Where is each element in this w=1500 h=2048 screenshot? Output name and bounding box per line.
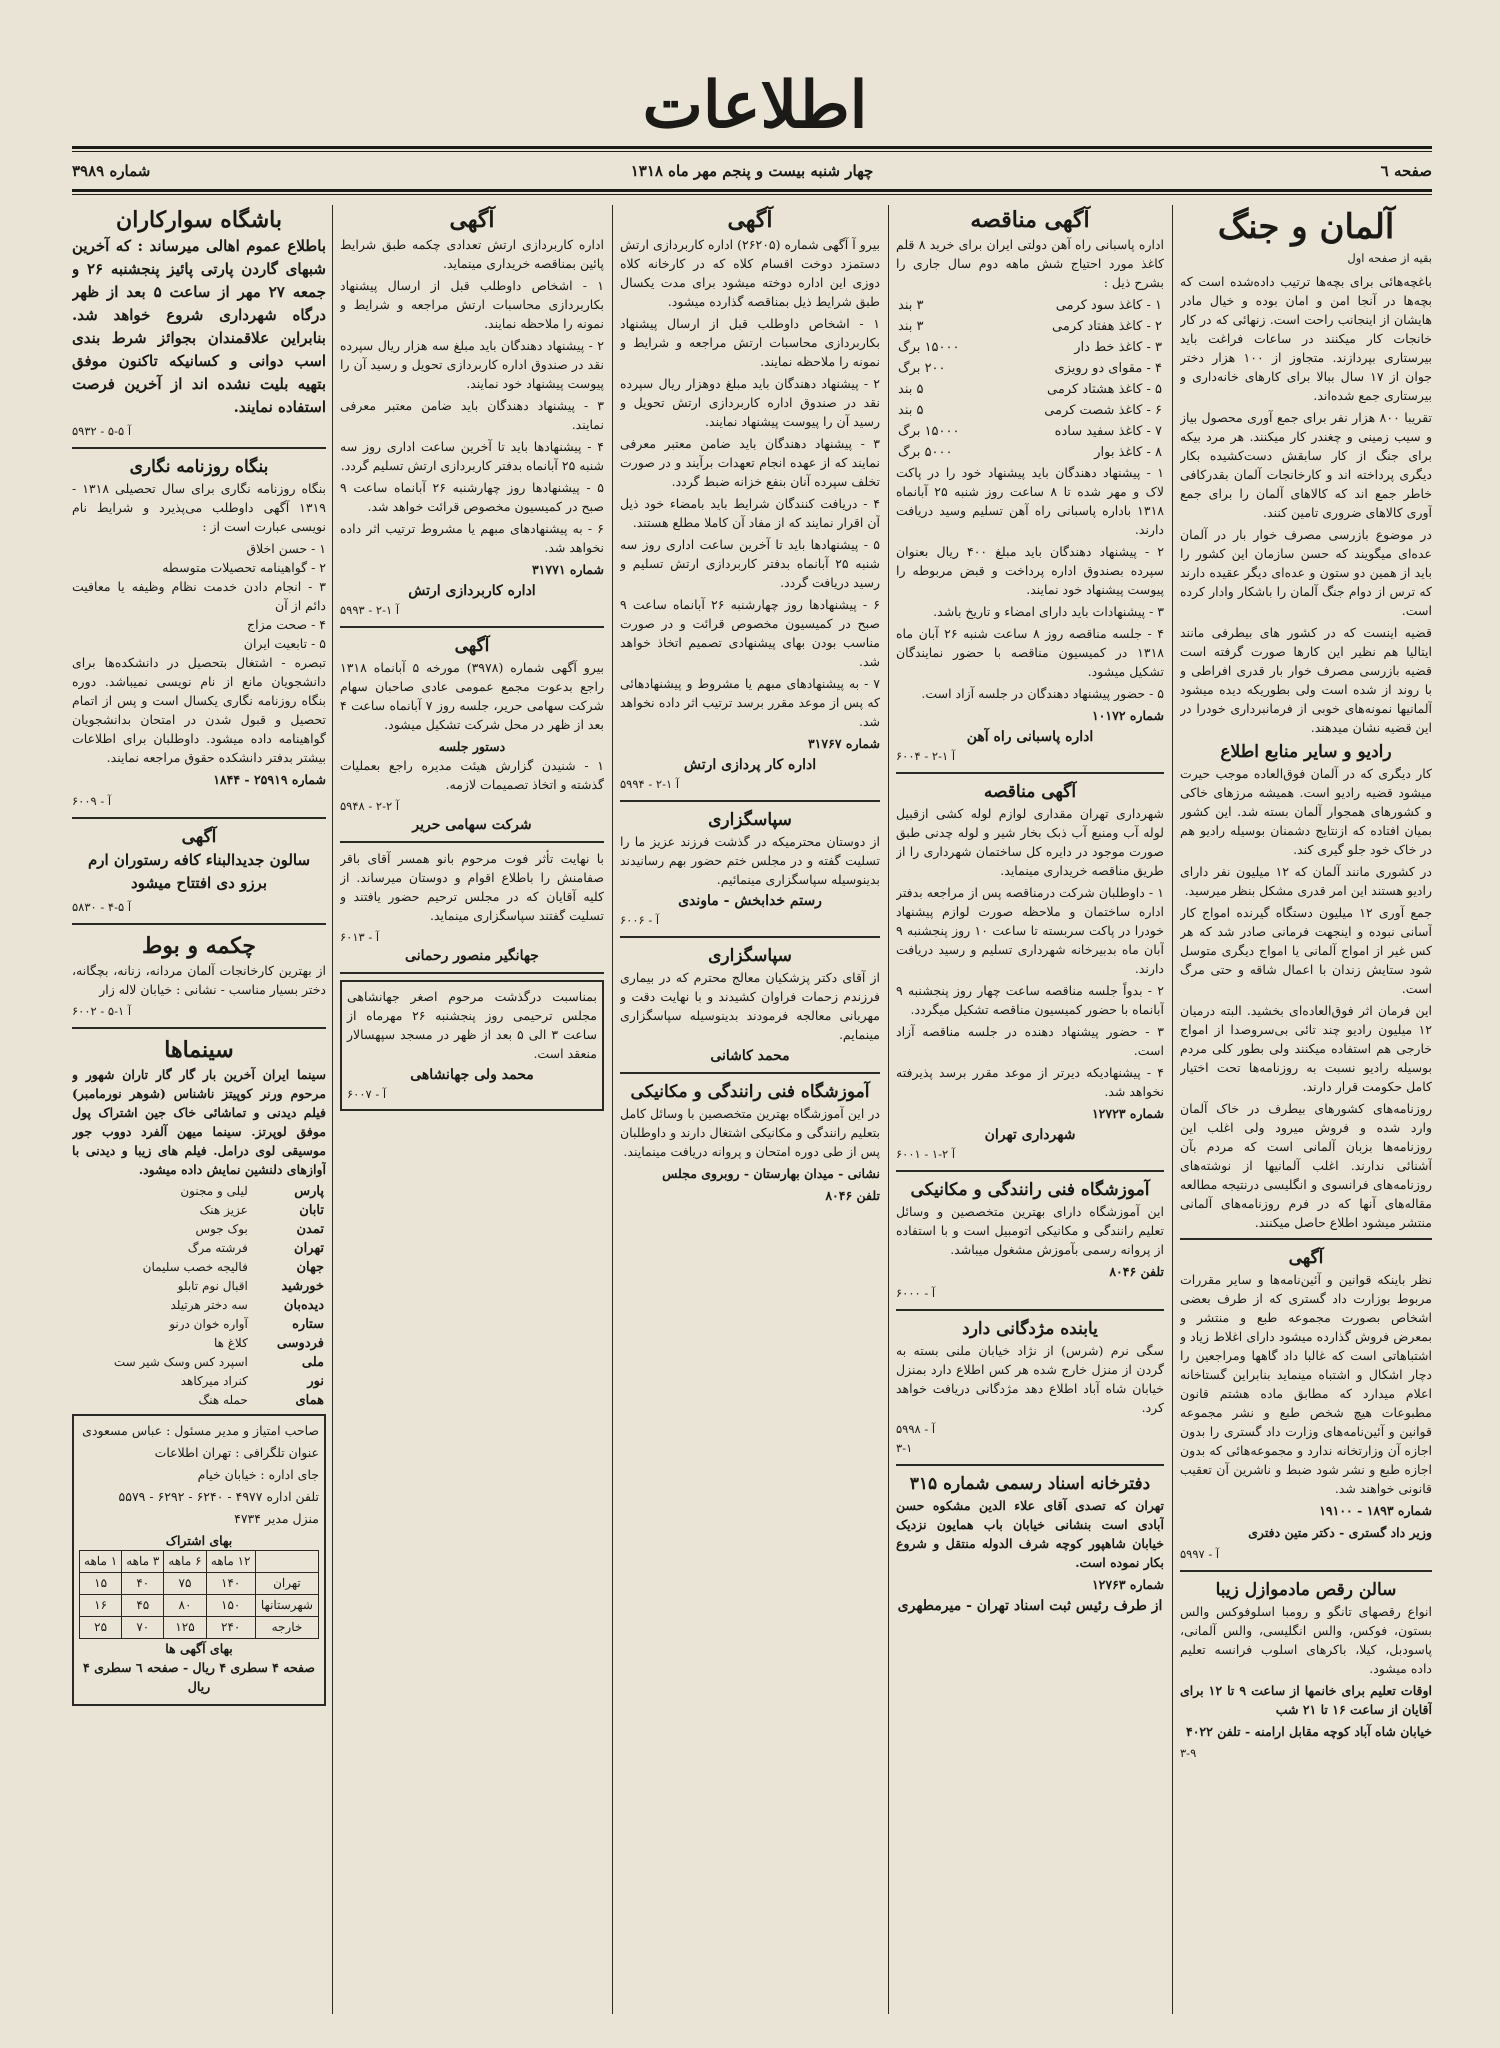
column-rule: [332, 205, 333, 2014]
boots-ad-signature: اداره کاربردازی ارتش: [408, 583, 536, 599]
subscription-cell: ۱۵: [80, 1573, 122, 1595]
dateline: [72, 158, 1432, 186]
divider: [620, 1072, 880, 1074]
tender-item-row: [896, 400, 1164, 421]
boots-body: از بهترین کارخانجات آلمان مردانه، زنانه، بچگانه، دختر بسیار مناسب - نشانی : خیابان لاله زار: [72, 963, 326, 997]
boots-heading: چکمه و بوط: [141, 933, 257, 959]
agenda-heading: دستور جلسه: [438, 739, 506, 754]
meeting-heading: آگهی: [454, 636, 490, 656]
registry-heading: دفترخانه اسناد رسمی شماره ۳۱۵: [909, 1474, 1151, 1494]
subscription-row: [80, 1595, 319, 1617]
lost-heading: یابنده مژدگانی دارد: [962, 1319, 1098, 1339]
boots-code: ۶۰۰۲ - آ ۱-۵: [72, 1004, 132, 1018]
cinema-name: خورشید: [281, 1279, 324, 1294]
thanks-body: از آقای دکتر پزشکیان معالج محترم که در بیماری فرزندم زحمات فراوان کشیدند و با نهایت دقت و مهربانی معالجه فرمودند بدینوسیله سپاسگزاری مینمایم.: [620, 970, 880, 1042]
cinema-row: [72, 1277, 326, 1296]
requirement-item: ۵ - تابعیت ایران: [243, 636, 326, 651]
cinema-row: [72, 1258, 326, 1277]
journalism-intro: بنگاه روزنامه نگاری برای سال تحصیلی ۱۳۱۸ - ۱۳۱۹ آگهی داوطلب می‌پذیرد و شرایط نام نویسی عبارت است از :: [72, 481, 326, 534]
cinema-film: اقبال نوم تابلو: [177, 1279, 248, 1293]
notice-code: ۵۹۹۷ - آ: [1180, 1547, 1220, 1561]
page-number: صفحه ٦: [1380, 162, 1432, 180]
divider: [896, 772, 1164, 774]
cinema-name: تابان: [299, 1203, 324, 1218]
thanks-body: از دوستان محترمیکه در گذشت فرزند عزیز ما را تسلیت گفته و در مجلس ختم حضور بهم رسانیدند بدینوسیله سپاسگزاری مینمائیم.: [620, 834, 880, 887]
tender-clause: ۲ - پیشنهاد دهندگان باید مبلغ ۴۰۰ ریال بعنوان سپرده بصندوق اداره پرداخت و قبض مربوطه را پیوست پیشنهاد خود نمایند.: [896, 544, 1164, 597]
publisher-street: جای اداره : خیابان خیام: [197, 1467, 319, 1482]
tender-item-qty: ۵ بند: [898, 403, 924, 418]
ad-price-text: صفحه ۴ سطری ۴ ریال - صفحه ٦ سطری ۴ ریال: [83, 1660, 315, 1694]
tender-clause: ۵ - حضور پیشنهاد دهندگان در جلسه آزاد است.: [921, 686, 1164, 701]
cafe-heading: آگهی: [181, 827, 217, 847]
tender2-paragraph: ۱ - داوطلبان شرکت درمناقصه پس از مراجعه بدفتر اداره ساختمان و ملاحظه صورت لوازم پیشنهاد خودرا در پاکت سربسته تا ساعت ۱۰ روز پنجشنبه ۹ آبان ماه بدبیرخانه شهرداری تسلیم و رسید دریافت دارند.: [896, 885, 1164, 976]
journalism-heading: بنگاه روزنامه نگاری: [129, 457, 269, 477]
school2-body: در این آموزشگاه بهترین متخصصین با وسائل کامل بتعلیم رانندگی و مکانیکی اشتغال دارند و داوطلبان پس از طی دوره امتحان و پروانه دریافت مینمایند.: [620, 1106, 880, 1159]
tender-item-row: [896, 295, 1164, 316]
school2-heading: آموزشگاه فنی رانندگی و مکانیکی: [630, 1082, 870, 1102]
tender-intro: اداره پاسبانی راه آهن دولتی ایران برای خرید ۸ قلم کاغذ مورد احتیاج شش ماهه دوم سال جاری را بشرح ذیل :: [896, 237, 1164, 290]
cinema-name: ستاره: [292, 1317, 324, 1332]
ad-price-heading: بهای آگهی ها: [165, 1641, 233, 1656]
war-paragraph: تقریبا ۸۰۰ هزار نفر برای جمع آوری محصول بیاز و سیب زمینی و چغندر کار میکنند. هر مرد بیکه برای جنگ از کار سابقش دست‌کشیده بکار دیگری پرداخته اند و کارخانجات آلمان بقدرکافی خاطر جمع اند که کالاهای آلمان را برای جمع آوری کالاهای ضروری تامین کنند.: [1180, 410, 1432, 520]
subscription-cell: ۷۰: [122, 1617, 164, 1639]
cinema-name: پارس: [294, 1184, 324, 1199]
tender-item-qty: ۱۵۰۰۰ برگ: [898, 340, 960, 355]
cinemas-body: سینما ایران آخرین بار گار گار تاران شهور و مرحوم ورنر کوپیتز ناشناس (شوهر نورمامبر) فیلم دیدنی و تماشائی خاک جین اشتراک پول موفق لوپرتز. سینما میهن آلفرد دووب جور موسیقی لوی درامل. فیلم های زیبا و دیدنی با آوازهای دلنشین نمایش داده میشود.: [72, 1067, 326, 1177]
tender-item-qty: ۲۰۰ برگ: [898, 361, 946, 376]
tender-item-qty: ۵ بند: [898, 382, 924, 397]
memorial-code: ۶۰۰۷ - آ: [347, 1087, 387, 1101]
publisher-phone: تلفن اداره ۴۹۷۷ - ۶۲۴۰ - ۶۲۹۲ - ۵۵۷۹: [118, 1489, 319, 1504]
cinema-row: [72, 1334, 326, 1353]
cinema-row: [72, 1372, 326, 1391]
top-rule: [72, 146, 1432, 149]
top-rule-thin: [72, 151, 1432, 152]
column-rule: [612, 205, 613, 2014]
bottom-rule: [72, 189, 1432, 192]
subscription-header: ۱ ماهه: [80, 1551, 122, 1573]
publisher-home-phone: منزل مدیر ۴۷۳۴: [234, 1511, 319, 1526]
school-body: این آموزشگاه دارای بهترین متخصصین و وسائل تعلیم رانندگی و مکانیکی اتومبیل است و با استفاده از پروانه رسمی بآموزش مشغول میباشد.: [896, 1204, 1164, 1257]
registry-number: شماره ۱۲۷۶۳: [1091, 1577, 1164, 1592]
cinema-row: [72, 1296, 326, 1315]
tender-item-name: ۲ - کاغذ هفتاد کرمی: [1052, 319, 1162, 334]
radio-paragraph: روزنامه‌های کشورهای بیطرف در خاک آلمان وارد شده و فروش میرود ولی اغلب این روزنامه‌ها بزبان آلمانی است که مردم بآن آشنائی ندارند. اغلب آلمانیها از نوشته‌های روزنامه‌های فرانسوی و انگلیسی درنتیجه مطالعه مقاله‌های آنها که در فرم روزنامه‌های آلمانی منتشر میشود اطلاع حاصل میکنند.: [1180, 1101, 1432, 1230]
subscription-cell: شهرستانها: [255, 1595, 318, 1617]
subscription-cell: ۲۴۰: [206, 1617, 255, 1639]
notice-number: شماره ۱۸۹۳ - ۱۹۱۰۰: [1319, 1503, 1432, 1518]
cinema-film: اسپرد کس وسک شیر ست: [113, 1355, 248, 1369]
condolence-signature: جهانگیر منصور رحمانی: [405, 948, 539, 964]
tender2-code: ۶۰۰۱ - آ ۲-۱: [896, 1147, 956, 1161]
meeting-signature: شرکت سهامی حریر: [412, 817, 532, 833]
army-ad-intro: بیرو آ آگهی شماره (۲۶۲۰۵) اداره کاربردازی ارتش دستمزد دوخت اقسام کلاه که در کارخانه کلاه دوزی این اداره دوخته میشود برای مدت یکسال طبق شرایط ذیل بمناقصه گذارده میشود.: [620, 237, 880, 309]
tender-item-row: [896, 337, 1164, 358]
cinema-film: حمله هنگ: [198, 1393, 248, 1407]
dance-code: ۳-۹: [1180, 1746, 1197, 1760]
journalism-number: شماره ۲۵۹۱۹ - ۱۸۴۴: [213, 772, 326, 787]
army-ad-clause: ۲ - پیشنهاد دهندگان باید مبلغ دوهزار ریال سپرده نقد در صندوق اداره کاربردازی ارتش تحویل و رسید آن را پیوست پیشنهاد نمایند.: [620, 376, 880, 429]
subscription-header: [255, 1551, 318, 1573]
subscription-row: [80, 1617, 319, 1639]
condolence-code: ۶۰۱۳ - آ: [340, 930, 380, 944]
army-ad-clause: ۳ - پیشنهاد دهندگان باید ضامن معتبر معرفی نمایند که از عهده انجام تعهدات برآیند و در صورت تخلف سپرده آنان بنفع خزانه ضبط گردد.: [620, 436, 880, 489]
cinema-row: [72, 1353, 326, 1372]
tender-clause: ۴ - جلسه مناقصه روز ۸ ساعت شنبه ۲۶ آبان ماه ۱۳۱۸ در کمیسیون مناقصه با حضور نمایندگان تشکیل میشود.: [896, 626, 1164, 679]
subscription-cell: ۷۵: [164, 1573, 206, 1595]
tender-item-row: [896, 379, 1164, 400]
cinema-row: [72, 1220, 326, 1239]
condolence-body: با نهایت تأثر فوت مرحوم بانو همسر آقای باقر صفامنش را باطلاع اقوام و دوستان میرساند. از کلیه آقایان که در مجلس ترحیم حضور یافتند و تسلیت گفتند سپاسگزاری مینماید.: [340, 851, 604, 923]
notice-body: نظر باینکه قوانین و آئین‌نامه‌ها و سایر مقررات مربوط بوزارت داد گستری که از طرف بعضی اشخاص بصورت مجموعه طبع و منتشر و بمعرض فروش گذارده میشود دارای اغلاط زیاد و اشتباهاتی است که غالبا داد گاهها ومراجعین را دچار اشکال و اشتباه مینماید بنابراین گستاخانه اعلام میدارد که مطابق ماده هشتم قانون مطبوعات هیچ شخص طبع و نشر مجموعه قوانین و آئین‌نامه‌های وزارت داد گستری را بدون اجازه آن وزارتخانه ندارد و مجموعه‌هائی که بدون اجازه طبع و نشر شود ضبط و ناشرین آن تعقیب قانونی خواهند شد.: [1180, 1272, 1432, 1496]
publisher-owner: صاحب امتیاز و مدیر مسئول : عباس مسعودی: [82, 1423, 319, 1438]
radio-paragraph: در کشوری مانند آلمان که ۱۲ میلیون نفر دارای رادیو هستند این امر قدری مشکل بنظر میرسید.: [1180, 864, 1432, 898]
cinema-film: کنراد میرکاهد: [180, 1374, 248, 1388]
journalism-body: تبصره - اشتغال بتحصیل در دانشکده‌ها برای دانشجویان مانع از نام نویسی نمیباشد. دوره بنگاه روزنامه نگاری یکسال است و پس از اتمام تحصیل و قبول شدن در امتحان بدانشجویان گواهینامه داده میشود. داوطلبان برای اطلاعات بیشتر بدفتر دانشکده حقوق مراجعه نمایند.: [72, 655, 326, 765]
tender-signature: اداره پاسبانی راه آهن: [966, 729, 1094, 745]
cinema-name: تهران: [294, 1241, 324, 1256]
divider: [1180, 1570, 1432, 1572]
divider: [72, 817, 326, 819]
army-ad-clause: ۱ - اشخاص داوطلب قبل از ارسال پیشنهاد بکاربردازی محاسبات ارتش مراجعه و شرایط و نمونه را ملاحظه نمایند.: [620, 316, 880, 369]
column-rule: [1172, 205, 1173, 2014]
divider: [1180, 1238, 1432, 1240]
tender-item-name: ۱ - کاغذ سود کرمی: [1055, 298, 1162, 313]
school2-phone: تلفن ۸۰۴۶: [825, 1188, 880, 1203]
lost-body: سگی نرم (شرس) از نژاد خیابان ملنی بسته به گردن از منزل خارج شده هر کس اطلاع دارد بمنزل خیابان شاه آباد اطلاع دهد مژدگانی دریافت خواهد کرد.: [896, 1343, 1164, 1415]
subscription-box: [72, 1414, 326, 1706]
tender-clause: ۳ - پیشنهادات باید دارای امضاء و تاریخ باشد.: [933, 604, 1164, 619]
army-ad-code: ۵۹۹۴ - آ ۱-۲: [620, 777, 680, 791]
cinema-name: فردوسی: [276, 1336, 324, 1351]
cinema-table: [72, 1182, 326, 1410]
thanks-heading: سپاسگزاری: [708, 946, 792, 966]
publisher-telegraph: عنوان تلگرافی : تهران اطلاعات: [154, 1445, 319, 1460]
cinema-film: سه دختر هرتیلد: [170, 1298, 248, 1312]
subscription-cell: ۱۴۰: [206, 1573, 255, 1595]
cinema-film: فرشته مرگ: [187, 1241, 248, 1255]
divider: [72, 923, 326, 925]
school-phone: تلفن ۸۰۴۶: [1109, 1264, 1164, 1279]
club-body: باطلاع عموم اهالی میرساند : که آخرین شبهای گاردن پارتی پائیز پنجشنبه ۲۶ و جمعه ۲۷ مهر از ساعت ۵ بعد از ظهر درگاه شهرداری شروع خواهد شد. بنابراین علاقمندان بجوائز شرط بندی اسب دوانی و کسانیکه تاکنون موفق بتهیه بلیت نشده اند از آخرین فرصت استفاده نمایند.: [72, 237, 326, 416]
dance-heading: سالن رقص مادموازل زیبا: [1215, 1580, 1397, 1600]
tender-item-qty: ۳ بند: [898, 319, 924, 334]
thanks-signature: محمد کاشانی: [710, 1048, 790, 1064]
subscription-cell: ۴۰: [122, 1573, 164, 1595]
school-code: ۶۰۰۰ - آ: [896, 1286, 936, 1300]
army-ad-clause: ۴ - دریافت کنندگان شرایط باید بامضاء خود ذیل آن اقرار نمایند که از مفاد آن کاملا مطلع هستند.: [620, 496, 880, 530]
tender2-heading: آگهی مناقصه: [983, 782, 1077, 802]
thanks-heading: سپاسگزاری: [708, 810, 792, 830]
war-continued: بقیه از صفحه اول: [1347, 251, 1432, 265]
cinema-name: جهان: [296, 1260, 324, 1275]
registry-signature: از طرف رئیس ثبت اسناد تهران - میرمطهری: [897, 1598, 1163, 1614]
cinema-film: لیلی و مجنون: [180, 1184, 248, 1198]
boots-ad-clause: ۳ - پیشنهاد دهندگان باید ضامن معتبر معرفی نمایند.: [340, 398, 604, 432]
subscription-cell: ۲۵: [80, 1617, 122, 1639]
lost-code: ۵۹۹۸ - آ: [896, 1422, 936, 1436]
cinemas-heading: سینماها: [164, 1037, 234, 1063]
subscription-cell: ۴۵: [122, 1595, 164, 1617]
registry-body: تهران که تصدی آقای علاء الدین مشکوه حسن آبادی است بنشانی خیابان باب همایون نزدیک خیابان شاهپور کوچه شرف الدوله منتقل و شروع بکار نموده است.: [896, 1498, 1164, 1570]
cinema-name: همای: [295, 1393, 324, 1408]
tender-item-name: ۸ - کاغذ بوار: [1094, 445, 1162, 460]
war-paragraph: قضیه اینست که در کشور های بیطرفی مانند ایتالیا هم نظیر این کارها صورت گرفته است قضیه بازرسی مصرف خوار بار قدری افراطی و با روند از شده است ولی بطوریکه دیده میشود آلمانیها نمونه‌های خوبی از فرمانبرداری خودرا در این قضیه نشان میدهند.: [1180, 625, 1432, 735]
subscription-table: [79, 1550, 319, 1639]
boots-ad-intro: اداره کاربردازی ارتش تعدادی چکمه طبق شرایط پائین بمناقصه خریداری مینماید.: [340, 237, 604, 271]
tender-item-qty: ۵۰۰۰ برگ: [898, 445, 953, 460]
subscription-heading: بهای اشتراک: [165, 1533, 233, 1548]
cinema-film: کلاغ ها: [213, 1336, 248, 1350]
school-heading: آموزشگاه فنی رانندگی و مکانیکی: [910, 1180, 1150, 1200]
dance-hours: اوقات تعلیم برای خانمها از ساعت ۹ تا ۱۲ برای آقایان از ساعت ۱۶ تا ۲۱ شب: [1180, 1683, 1432, 1717]
dance-address: خیابان شاه آباد کوچه مقابل ارامنه - تلفن ۴۰۲۲: [1185, 1724, 1432, 1739]
tender2-paragraph: ۴ - پیشنهادیکه دیرتر از موعد مقرر برسد پذیرفته نخواهد شد.: [896, 1065, 1164, 1099]
tender-item-qty: ۱۵۰۰۰ برگ: [898, 424, 960, 439]
army-ad-clause: ۷ - به پیشنهادهای مبهم یا مشروط و پیشنهادهائی که پس از موعد مقرر برسد ترتیب اثر داده نخواهد شد.: [620, 676, 880, 729]
memorial-body: بمناسبت درگذشت مرحوم اصغر جهانشاهی مجلس ترحیمی روز پنجشنبه ۲۶ مهرماه از ساعت ۳ الی ۵ بعد از ظهر در مسجد سپهسالار منعقد است.: [347, 989, 597, 1061]
subscription-cell: ۱۵۰: [206, 1595, 255, 1617]
memorial-signature: محمد ولی جهانشاهی: [410, 1067, 534, 1083]
tender-item-row: [896, 316, 1164, 337]
divider: [896, 1170, 1164, 1172]
army-ad-heading: آگهی: [727, 207, 773, 233]
cinema-row: [72, 1315, 326, 1334]
requirement-item: ۱ - حسن اخلاق: [246, 541, 326, 556]
boots-ad-number: شماره ۳۱۷۷۱: [531, 562, 604, 577]
tender2-number: شماره ۱۲۷۲۳: [1091, 1106, 1164, 1121]
thanks-signature: رستم خدابخش - ماوندی: [678, 893, 822, 909]
boots-ad-clause: ۲ - پیشنهاد دهندگان باید مبلغ سه هزار ریال سپرده نقد در صندوق اداره کاربردازی تحویل و رسید آن را پیوست پیشنهاد خود نمایند.: [340, 338, 604, 391]
army-ad-clause: ۶ - پیشنهادها روز چهارشنبه ۲۶ آبانماه ساعت ۹ صبح در کمیسیون مخصوص قرائت و در صورت مناسب بودن بهای پیشنهادی تصمیم اتخاذ خواهد شد.: [620, 597, 880, 669]
tender-item-name: ۷ - کاغذ سفید ساده: [1054, 424, 1162, 439]
army-ad-number: شماره ۳۱۷۶۷: [807, 736, 880, 751]
radio-paragraph: کار دیگری که در آلمان فوق‌العاده موجب حیرت میشود قضیه رادیو است. همیشه مرزهای خاکی و کشورهای همجوار آلمان بسته شد. این کشور بمیان افتاده که ازنتایج دشمنان بوسیله رادیو هم در خاک خود جلو گیری کند.: [1180, 766, 1432, 857]
subscription-cell: ۱۲۵: [164, 1617, 206, 1639]
cinema-film: آواره خوان درنو: [169, 1317, 248, 1331]
tender2-paragraph: ۲ - بدواً جلسه مناقصه ساعت چهار روز پنجشنبه ۹ آبانماه با حضور کمیسیون مناقصه تشکیل میگردد.: [896, 983, 1164, 1017]
school2-address: نشانی - میدان بهارستان - روبروی مجلس: [662, 1166, 880, 1181]
tender-code: ۶۰۰۴ - آ ۱-۲: [896, 749, 956, 763]
tender-heading: آگهی مناقصه: [970, 207, 1090, 233]
cinema-name: دیده‌بان: [283, 1298, 324, 1313]
cinema-row: [72, 1182, 326, 1201]
divider: [340, 972, 604, 974]
cinema-name: نور: [307, 1374, 324, 1389]
tender-item-name: ۶ - کاغذ شصت کرمی: [1044, 403, 1162, 418]
army-ad-clause: ۵ - پیشنهادها باید تا آخرین ساعت اداری روز سه شنبه ۲۵ آبانماه بدفتر کاربردازی ارتش تسلیم و رسید دریافت گردد.: [620, 537, 880, 590]
boots-ad-heading: آگهی: [449, 207, 495, 233]
journalism-requirements: [72, 539, 326, 653]
subscription-cell: ۱۶: [80, 1595, 122, 1617]
war-paragraph: باغچه‌هائی برای بچه‌ها ترتیب داده‌شده است که بچه‌ها در آنجا امن و امان بوده و خیال مادر هایشان از اینجانب راحت است. زنهائی که در کار خانجات کار میکنند در ساعات فراغت باید بیرستاری بپردازند. متجاوز از ۱۰۰ هزار دختر جوان از ۱۷ سال ببالا برای کارهای خانه‌داری و بیرستاری جمع شده‌اند.: [1180, 274, 1432, 403]
cinema-row: [72, 1239, 326, 1258]
divider: [620, 800, 880, 802]
cinema-film: عزیز هنک: [199, 1203, 248, 1217]
thanks-code: ۶۰۰۶ - آ: [620, 913, 660, 927]
club-code: ۵۹۳۲ - آ ۵-۵: [72, 424, 132, 438]
column-war: [1180, 205, 1432, 2014]
divider: [72, 447, 326, 449]
war-paragraph: در موضوع بازرسی مصرف خوار بار در آلمان عده‌ای میگویند که حسن سازمان این کشور را باید از همین دو ستون و عده‌ای دیگر عقیده دارند که ترس از دوام جنگ آلمان را باشکار وادار کرده است.: [1180, 527, 1432, 618]
tender-item-row: [896, 442, 1164, 463]
column-tenders: [896, 205, 1164, 2014]
war-headline: آلمان و جنگ: [1217, 207, 1395, 247]
requirement-item: ۳ - انجام دادن خدمت نظام وظیفه یا معافیت دائم از آن: [72, 579, 326, 613]
journalism-code: ۶۰۰۹ - آ: [72, 794, 112, 808]
radio-subheading: رادیو و سایر منابع اطلاع: [1220, 742, 1392, 762]
dance-body: انواع رقصهای تانگو و رومبا اسلوفوکس والس بستون، فوکس، والس انگلیسی، والس آلمانی، پاسودبل، کیلا، باکرهای اسلوب فرانسه تعلیم داده میشود.: [1180, 1604, 1432, 1676]
subscription-header: ۱۲ ماهه: [206, 1551, 255, 1573]
subscription-cell: ۸۰: [164, 1595, 206, 1617]
cafe-body: سالون جدیدالبناء کافه رستوران ارم برزو دی افتتاح میشود: [87, 851, 311, 892]
subscription-cell: تهران: [255, 1573, 318, 1595]
divider: [620, 936, 880, 938]
subscription-header: ۶ ماهه: [164, 1551, 206, 1573]
cinema-film: بوک جوس: [195, 1222, 248, 1236]
boots-ad-clause: ۱ - اشخاص داوطلب قبل از ارسال پیشنهاد بکاربردازی محاسبات ارتش مراجعه و شرایط و نمونه را ملاحظه نمایند.: [340, 278, 604, 331]
boots-ad-clause: ۶ - به پیشنهادهای مبهم یا مشروط ترتیب اثر داده نخواهد شد.: [340, 521, 604, 555]
tender2-signature: شهرداری تهران: [984, 1127, 1076, 1143]
boots-ad-code: ۵۹۹۳ - آ ۱-۲: [340, 603, 400, 617]
requirement-item: ۴ - صحت مزاج: [247, 617, 326, 632]
cafe-code: ۵۸۳۰ - آ ۵-۴: [72, 900, 132, 914]
notice-heading: آگهی: [1288, 1248, 1324, 1268]
cinema-row: [72, 1391, 326, 1410]
boots-ad-clause: ۴ - پیشنهادها باید تا آخرین ساعت اداری روز سه شنبه ۲۵ آبانماه بدفتر کاربردازی ارتش تسلیم گردد.: [340, 439, 604, 473]
tender-item-qty: ۳ بند: [898, 298, 924, 313]
lost-code-2: ۳-۱: [896, 1441, 913, 1455]
subscription-row: [80, 1573, 319, 1595]
tender-item-row: [896, 421, 1164, 442]
column-army-ad: [620, 205, 880, 2014]
subscription-cell: خارجه: [255, 1617, 318, 1639]
tender-item-name: ۳ - کاغذ خط دار: [1074, 340, 1162, 355]
radio-paragraph: این فرمان اثر فوق‌العاده‌ای بخشید. البته درمیان ۱۲ میلیون رادیو چند تائی بی‌سروصدا از امواج خارجی هم استفاده میکنند ولی بطور کلی مردم بوسیله رادیو نسبت به روزنامه‌ها تحت اختیار کامل حکومت قرار دارند.: [1180, 1003, 1432, 1094]
agenda-item: ۱ - شنیدن گزارش هیئت مدیره راجع بعملیات گذشته و اتخاذ تصمیمات لازمه.: [340, 758, 604, 792]
tender-number: شماره ۱۰۱۷۲: [1091, 708, 1164, 723]
meeting-body: بیرو آگهی شماره (۳۹۷۸) مورخه ۵ آبانماه ۱۳۱۸ راجع بدعوت مجمع عمومی عادی صاحبان سهام شرکت سهامی حریر، جلسه روز ۷ آبانماه ساعت ۴ بعد از ظهر در محل شرکت تشکیل میشود.: [340, 660, 604, 732]
tender2-paragraph: شهرداری تهران مقداری لوازم لوله کشی ازقبیل لوله آب ومنبع آب ذبک بخار شیر و لوله چدنی طبق صورت موجود در دایره کل ساختمان شهرداری را از طریق مناقصه خریداری مینماید.: [896, 806, 1164, 878]
club-heading: باشگاه سوارکاران: [116, 207, 282, 233]
divider: [340, 626, 604, 628]
cinema-row: [72, 1201, 326, 1220]
newspaper-logo: اطلاعات: [642, 68, 868, 143]
bottom-rule-thin: [72, 194, 1432, 195]
radio-paragraph: جمع آوری ۱۲ میلیون دستگاه گیرنده امواج کار آسانی نبوده و اینجهت فرمانی صادر شد که هر کس غیر از امواج آلمانی یا امواج دیگری متوسل شود ستایش زندان با اعمال شاقه و حتی مرگ است.: [1180, 905, 1432, 996]
requirement-item: ۲ - گواهینامه تحصیلات متوسطه: [162, 560, 326, 575]
cinema-name: تمدن: [296, 1222, 324, 1237]
subscription-header-row: [80, 1551, 319, 1573]
cinema-name: ملی: [301, 1355, 324, 1370]
tender2-paragraph: ۳ - حضور پیشنهاد دهنده در جلسه مناقصه آزاد است.: [896, 1024, 1164, 1058]
subscription-header: ۳ ماهه: [122, 1551, 164, 1573]
notice-signature: وزیر داد گستری - دکتر متین دفتری: [1248, 1525, 1432, 1540]
masthead: [0, 0, 1500, 180]
tender-items-table: [896, 295, 1164, 463]
memorial-box: [340, 980, 604, 1111]
army-ad-signature: اداره کار پردازی ارتش: [683, 757, 817, 773]
tender-item-name: ۴ - مقوای دو رویزی: [1054, 361, 1162, 376]
tender-clause: ۱ - پیشنهاد دهندگان باید پیشنهاد خود را در پاکت لاک و مهر شده تا ۸ ساعت روز شنبه ۲۵ آبانماه ۱۳۱۸ باداره پاسبانی راه آهن تسلیم وسید دریافت دارند.: [896, 465, 1164, 537]
tender-item-row: [896, 358, 1164, 379]
divider: [896, 1464, 1164, 1466]
issue-number: شماره ۳۹۸۹: [72, 162, 151, 180]
cinema-film: فالیجه خصب سلیمان: [142, 1260, 248, 1274]
divider: [340, 841, 604, 843]
column-notices: [72, 205, 326, 2014]
column-ads: [340, 205, 604, 2014]
meeting-code: ۵۹۴۸ - آ ۲-۲: [340, 799, 400, 813]
issue-date: چهار شنبه بیست و پنجم مهر ماه ۱۳۱۸: [630, 162, 874, 180]
divider: [72, 1027, 326, 1029]
divider: [896, 1309, 1164, 1311]
boots-ad-clause: ۵ - پیشنهادها روز چهارشنبه ۲۶ آبانماه ساعت ۹ صبح در کمیسیون مخصوص قرائت خواهد شد.: [340, 480, 604, 514]
tender-item-name: ۵ - کاغذ هشتاد کرمی: [1047, 382, 1162, 397]
column-rule: [888, 205, 889, 2014]
